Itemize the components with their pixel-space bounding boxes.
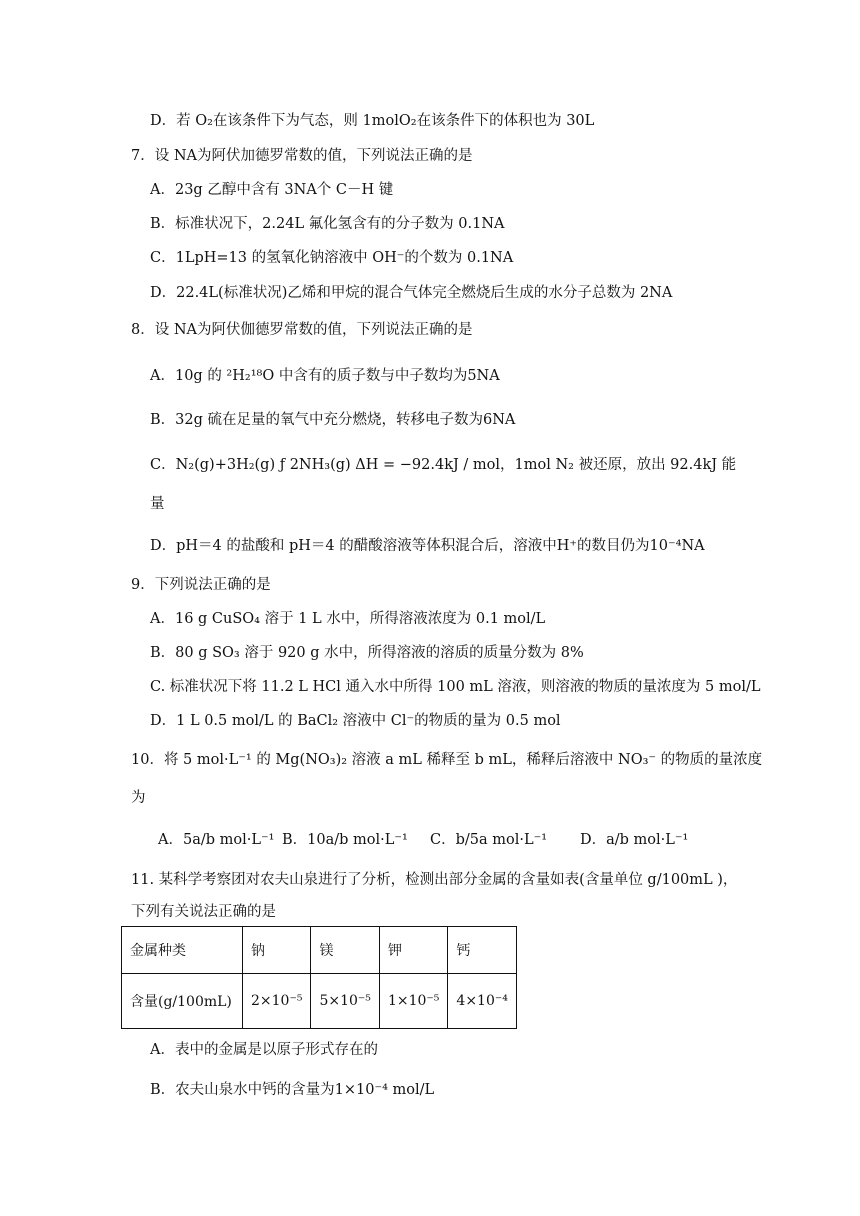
q7-option-b: B．标准状况下，2.24L 氟化氢含有的分子数为 0.1NA (150, 216, 505, 232)
q8-stem: 8．设 NA为阿伏伽德罗常数的值，下列说法正确的是 (131, 322, 473, 338)
table-cell: 镁 (311, 927, 379, 974)
q10-option-b: B．10a/b mol·L⁻¹ (282, 832, 408, 848)
table-cell: 5×10⁻⁵ (311, 974, 379, 1029)
table-cell: 钠 (243, 927, 311, 974)
q7-stem: 7．设 NA为阿伏加德罗常数的值，下列说法正确的是 (131, 148, 473, 164)
table-cell: 1×10⁻⁵ (379, 974, 447, 1029)
q8-option-c: C．N₂(g)+3H₂(g) ƒ 2NH₃(g) ΔH = −92.4kJ / mol，1mol N₂ 被还原，放出 92.4kJ 能 (150, 457, 737, 473)
q8-option-d: D．pH＝4 的盐酸和 pH＝4 的醋酸溶液等体积混合后，溶液中H⁺的数目仍为10⁻⁴NA (150, 538, 705, 554)
q10-stem: 10．将 5 mol·L⁻¹ 的 Mg(NO₃)₂ 溶液 a mL 稀释至 b mL，稀释后溶液中 NO₃⁻ 的物质的量浓度 (131, 752, 763, 768)
q9-option-d: D．1 L 0.5 mol/L 的 BaCl₂ 溶液中 Cl⁻的物质的量为 0.5 mol (150, 713, 561, 729)
q9-option-c: C. 标准状况下将 11.2 L HCl 通入水中所得 100 mL 溶液，则溶液的物质的量浓度为 5 mol/L (150, 679, 761, 695)
q8-option-a: A．10g 的 ²H₂¹⁸O 中含有的质子数与中子数均为5NA (150, 368, 500, 384)
table-row (122, 974, 517, 1029)
table-cell: 钙 (448, 927, 516, 974)
q11-option-a: A．表中的金属是以原子形式存在的 (150, 1042, 378, 1058)
q7-option-d: D．22.4L(标准状况)乙烯和甲烷的混合气体完全燃烧后生成的水分子总数为 2NA (150, 285, 673, 301)
table-cell: 金属种类 (122, 927, 243, 974)
table-header-row (122, 927, 517, 974)
table-cell: 2×10⁻⁵ (243, 974, 311, 1029)
q9-option-b: B．80 g SO₃ 溶于 920 g 水中，所得溶液的溶质的质量分数为 8% (150, 645, 584, 661)
table-cell: 钾 (379, 927, 447, 974)
q6-option-d: D．若 O₂在该条件下为气态，则 1molO₂在该条件下的体积也为 30L (150, 113, 595, 129)
q9-option-a: A．16 g CuSO₄ 溶于 1 L 水中，所得溶液浓度为 0.1 mol/L (150, 611, 546, 627)
table-cell: 含量(g/100mL) (122, 974, 243, 1029)
q9-stem: 9．下列说法正确的是 (131, 577, 271, 593)
q7-option-c: C．1LpH=13 的氢氧化钠溶液中 OH⁻的个数为 0.1NA (150, 250, 514, 266)
q10-option-c: C．b/5a mol·L⁻¹ (430, 832, 548, 848)
q11-stem-continued: 下列有关说法正确的是 (131, 904, 276, 920)
q8-option-b: B．32g 硫在足量的氧气中充分燃烧，转移电子数为6NA (150, 412, 516, 428)
q10-stem-continued: 为 (131, 790, 146, 806)
q10-options (0, 830, 860, 854)
q11-option-b: B．农夫山泉水中钙的含量为1×10⁻⁴ mol/L (150, 1082, 435, 1098)
metal-content-table (121, 926, 517, 1029)
table-cell: 4×10⁻⁴ (448, 974, 516, 1029)
q8-option-c-continued: 量 (150, 496, 165, 512)
q10-option-d: D．a/b mol·L⁻¹ (580, 832, 689, 848)
q11-stem: 11. 某科学考察团对农夫山泉进行了分析，检测出部分金属的含量如表(含量单位 g/100mL )， (131, 872, 738, 888)
q10-option-a: A．5a/b mol·L⁻¹ (158, 832, 275, 848)
q7-option-a: A．23g 乙醇中含有 3NA个 C－H 键 (150, 182, 394, 198)
